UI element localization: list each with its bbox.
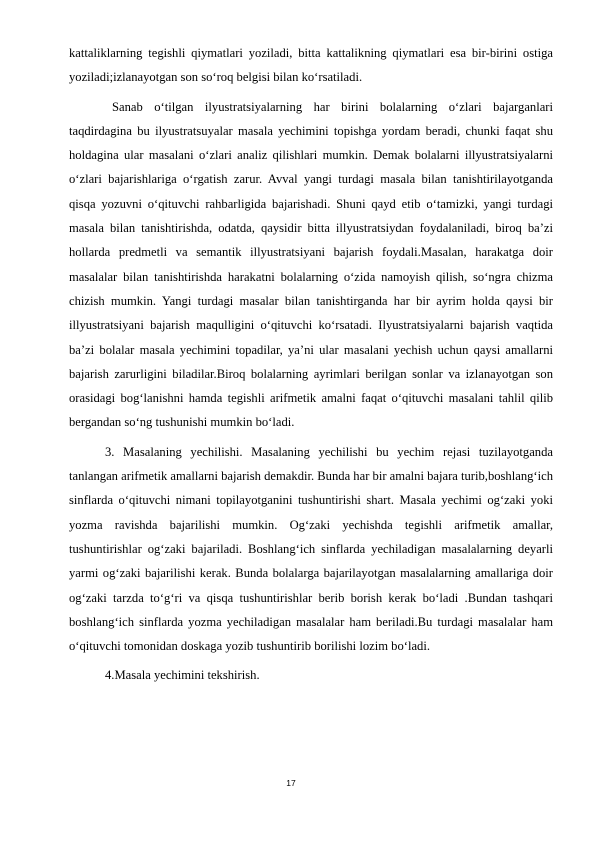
paragraph-1: kattaliklarning tegishli qiymatlari yoziladi, bitta kattalikning qiymatlari esa bir-birini ostiga yoziladi;izlanayotgan son so‘roq belgisi bilan ko‘rsatiladi. — [69, 46, 553, 85]
paragraph-4: 4.Masala yechimini tekshirish. — [105, 668, 260, 683]
paragraph-3: 3. Masalaning yechilishi. Masalaning yechilishi bu yechim rejasi tuzilayotganda tanlangan arifmetik amallarni bajarish demakdir. Bunda har bir amalni bajara turib,boshlang‘ich sinflarda o‘qituvchi nimani topilayotganini tushuntirishi shart. Masala yechimi og‘zaki yoki yozma ravishda bajarilishi mumkin. Og‘zaki yechishda tegishli arifmetik amallar, tushuntirishlar og‘zaki bajariladi. Boshlang‘ich sinflarda yechiladigan masalalarning deyarli yarmi og‘zaki bajarilishi kerak. Bunda bolalarga bajarilayotgan masalalarning amallariga doir og‘zaki tarzda to‘g‘ri va qisqa tushuntirishlar berib borish kerak bo‘ladi .Bundan tashqari boshlang‘ich sinflarda yozma yechiladigan masalalar ham beriladi.Bu turdagi masalalar ham o‘qituvchi tomonidan doskaga yozib tushuntirib borilishi lozim bo‘ladi. — [69, 444, 553, 654]
paragraph-2: Sanab o‘tilgan ilyustratsiyalarning har birini bolalarning o‘zlari bajarganlari taqdirdagina bu ilyustratsuyalar masala yechimini topishga yordam beradi, chunki faqat shu holdagina ular masalani o‘zlari analiz qilishlari mumkin. Demak bolalarni illyustratsiyalarni o‘zlari bajarishlariga o‘rgatish zarur. Avval yangi turdagi masala bilan tanishtirilayotganda qisqa yozuvni o‘qituvchi rahbarligida bajarishadi. Shuni qayd etib o‘tamizki, yangi turdagi masala bilan tanishtirishda, odatda, qaysidir bitta illyustratsiydan foydalaniladi, biroq ba’zi hollarda predmetli va semantik illyustratsiyani bajarish foydali.Masalan, harakatga doir masalalar bilan tanishtirishda harakatni bolalarning o‘zida namoyish qilish, so‘ngra chizma chizish mumkin. Yangi turdagi masalar bilan tanishtirganda har bir ayrim holda qaysi bir illyustratsiyani bajarish maqulligini o‘qituvchi ko‘rsatadi. Ilyustratsiyalarni bajarish vaqtida ba’zi bolalar masala yechimini topadilar, ya’ni ular masalani yechish uchun qaysi amallarni bajarish zarurligini biladilar.Biroq bolalarning ayrimlari berilgan sonlar va izlanayotgan son orasidagi bog‘lanishni hamda tegishli arifmetik amalni faqat o‘qituvchi masalani tahlil qilib bergandan so‘ng tushunishi mumkin bo‘ladi. — [69, 99, 553, 430]
body-text — [69, 41, 553, 688]
page-number: 17 — [286, 778, 296, 788]
